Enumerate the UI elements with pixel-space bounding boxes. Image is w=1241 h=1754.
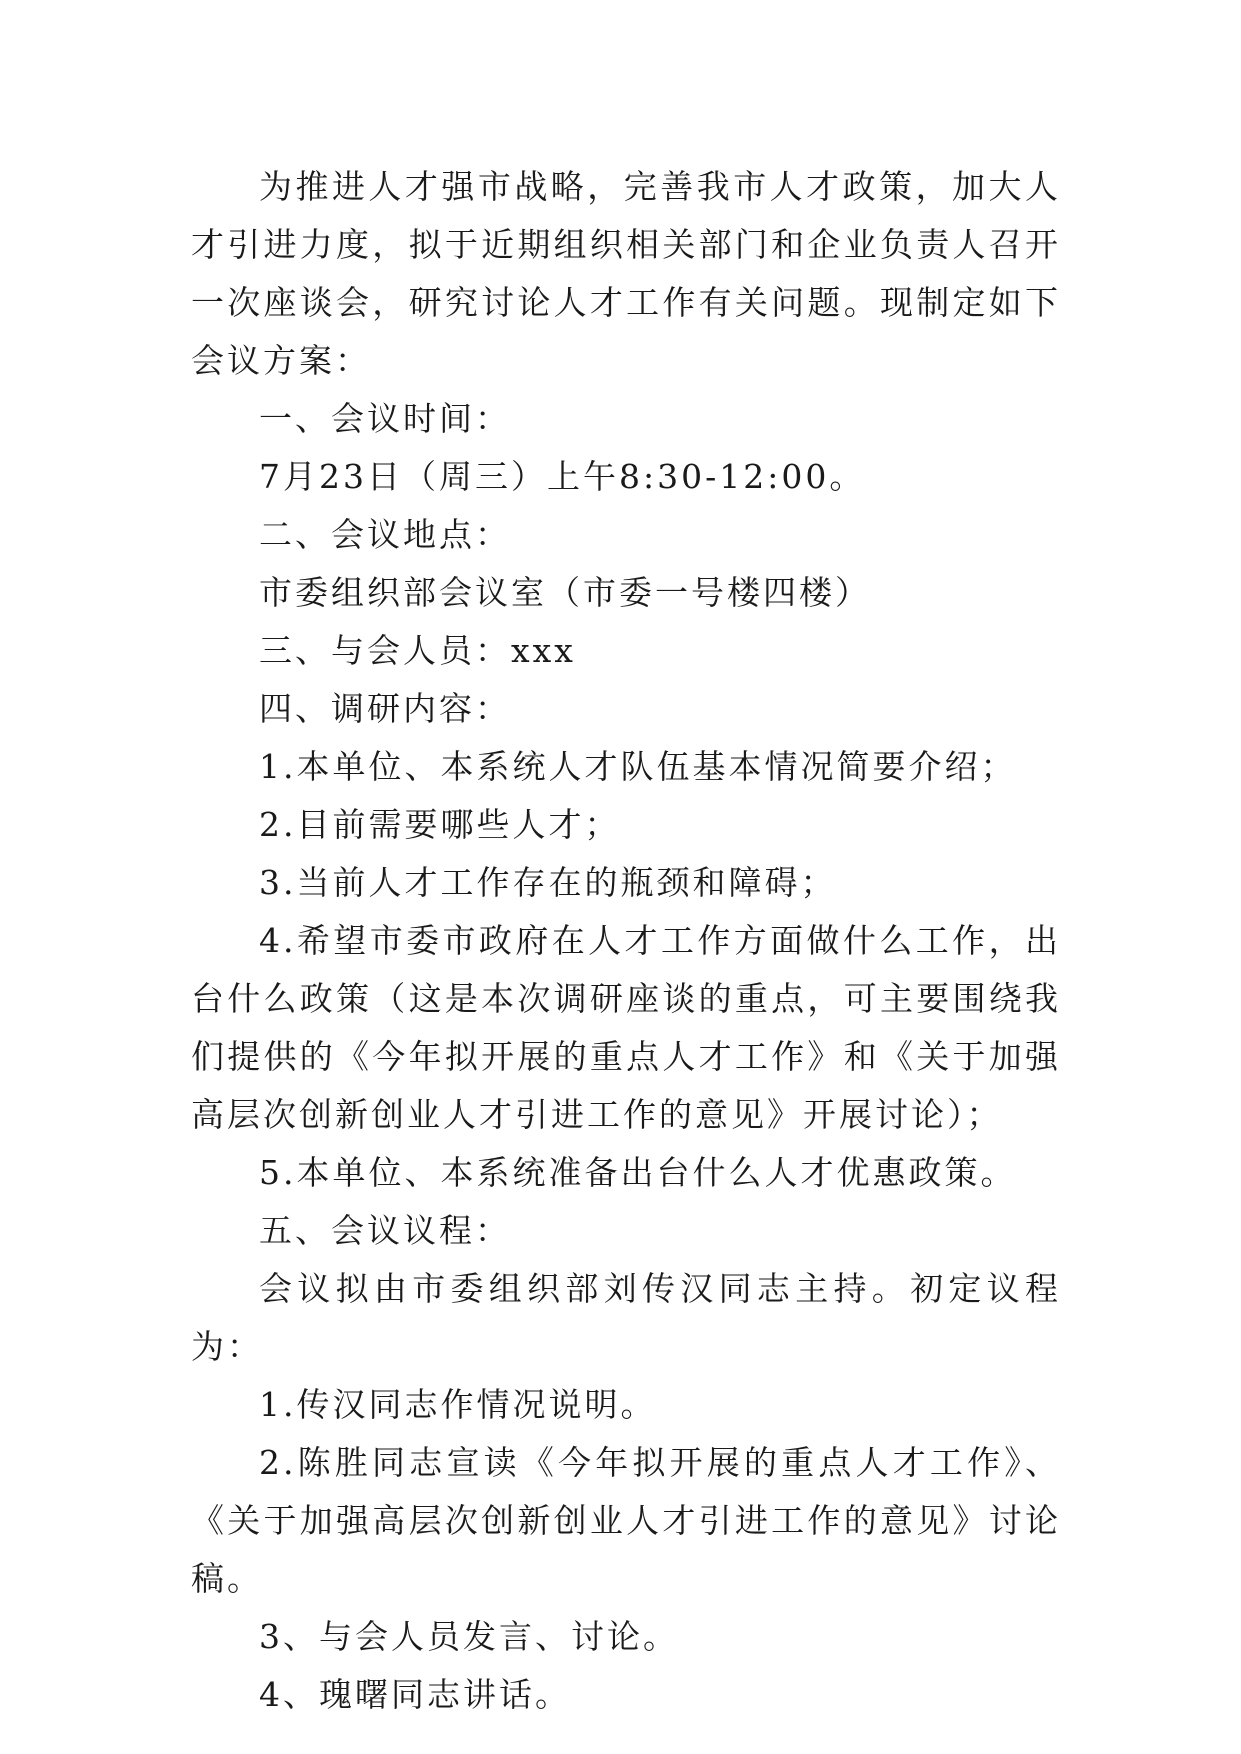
agenda-item-1: 1.传汉同志作情况说明。 (259, 1385, 657, 1424)
research-item-2: 2.目前需要哪些人才； (259, 805, 621, 844)
meeting-location-value: 市委组织部会议室（市委一号楼四楼） (259, 573, 871, 612)
meeting-time-value: 7月23日（周三）上午8:30-12:00。 (259, 457, 866, 496)
agenda-item-2: 2.陈胜同志宣读《今年拟开展的重点人才工作》、《关于加强高层次创新创业人才引进工作的意见》讨论稿。 (191, 1443, 1061, 1598)
agenda-intro: 会议拟由市委组织部刘传汉同志主持。初定议程为： (191, 1269, 1061, 1366)
research-item-1: 1.本单位、本系统人才队伍基本情况简要介绍； (259, 747, 1017, 786)
agenda-item-3: 3、与会人员发言、讨论。 (259, 1617, 679, 1656)
intro-paragraph: 为推进人才强市战略，完善我市人才政策，加大人才引进力度，拟于近期组织相关部门和企业负责人召开一次座谈会，研究讨论人才工作有关问题。现制定如下会议方案： (191, 167, 1061, 380)
heading-meeting-location: 二、会议地点： (259, 515, 511, 554)
research-item-5: 5.本单位、本系统准备出台什么人才优惠政策。 (259, 1153, 1017, 1192)
heading-meeting-agenda: 五、会议议程： (259, 1211, 511, 1250)
attendees-line: 三、与会人员：xxx (259, 631, 576, 670)
heading-meeting-time: 一、会议时间： (259, 399, 511, 438)
heading-research-content: 四、调研内容： (259, 689, 511, 728)
document-body (191, 158, 1061, 1724)
research-item-4: 4.希望市委市政府在人才工作方面做什么工作，出台什么政策（这是本次调研座谈的重点，可主要围绕我们提供的《今年拟开展的重点人才工作》和《关于加强高层次创新创业人才引进工作的意见》开展讨论）； (191, 921, 1061, 1134)
research-item-3: 3.当前人才工作存在的瓶颈和障碍； (259, 863, 837, 902)
agenda-item-4: 4、瑰曙同志讲话。 (259, 1675, 571, 1714)
